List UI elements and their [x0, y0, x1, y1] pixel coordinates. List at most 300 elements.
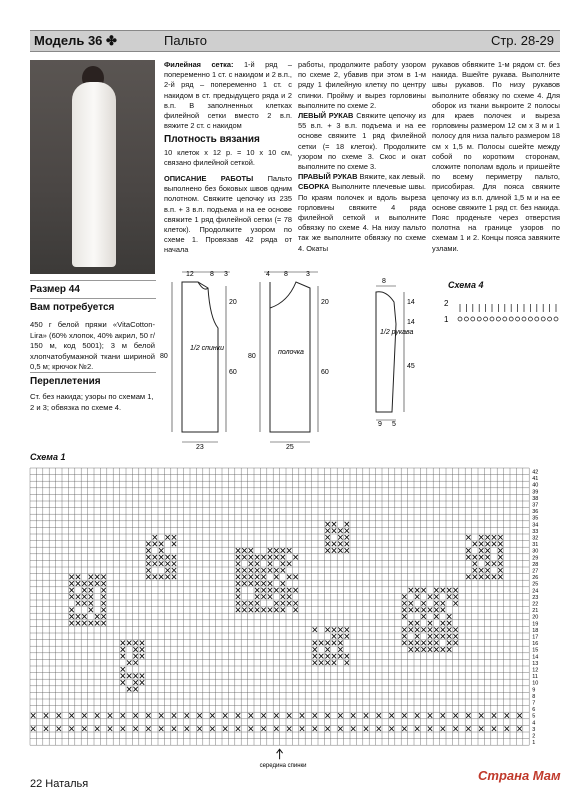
filled-cell	[121, 654, 125, 659]
filled-cell	[421, 608, 425, 613]
filled-cell	[249, 548, 253, 553]
row-number: 13	[532, 660, 539, 667]
filled-cell	[140, 680, 144, 685]
filled-cell	[447, 588, 451, 593]
filled-cell	[133, 687, 137, 692]
row-number: 10	[532, 680, 539, 687]
filled-cell	[332, 634, 336, 639]
row-number: 27	[532, 568, 539, 575]
grid-lines	[30, 468, 529, 745]
row-number: 40	[532, 482, 539, 489]
model-photo	[30, 60, 155, 274]
filled-cell	[146, 713, 150, 718]
chain-stitch-icon	[509, 317, 513, 321]
front-pattern	[260, 272, 318, 442]
filled-cell	[409, 627, 413, 632]
chain-stitch-icon	[535, 317, 539, 321]
filled-cell	[325, 713, 329, 718]
filled-cell	[447, 647, 451, 652]
filled-cell	[498, 542, 502, 547]
row-number: 28	[532, 561, 539, 568]
filled-cell	[165, 575, 169, 580]
filled-cell	[95, 581, 99, 586]
filled-cell	[236, 608, 240, 613]
filled-cell	[223, 713, 227, 718]
filled-cell	[441, 627, 445, 632]
row-number: 1	[532, 740, 536, 747]
filled-cell	[274, 575, 278, 580]
filled-cell	[325, 528, 329, 533]
filled-cell	[402, 641, 406, 646]
filled-cell	[153, 575, 157, 580]
filled-cell	[453, 588, 457, 593]
filled-cell	[101, 614, 105, 619]
filled-cell	[409, 601, 413, 606]
filled-cell	[268, 581, 272, 586]
schema4-diagram	[444, 292, 564, 332]
filled-cell	[159, 726, 163, 731]
filled-cell	[287, 548, 291, 553]
filled-cell	[338, 654, 342, 659]
filled-cell	[505, 726, 509, 731]
filled-cell	[415, 608, 419, 613]
work-text: Пальто выполнено без боковых швов одним полотном. Свяжите цепочку из 235 в.п. + 3 в.п. подъема и на ее основе свяжите 1 ряд филейной сетки (= 78 клеток). Продолжите узором по схеме 1. Провязав 42 ряда от начала	[164, 174, 292, 255]
filled-cell	[453, 601, 457, 606]
row-number: 22	[532, 601, 539, 608]
filled-cell	[485, 548, 489, 553]
filled-cell	[447, 614, 451, 619]
filled-cell	[313, 654, 317, 659]
filled-cell	[492, 726, 496, 731]
filled-cell	[479, 713, 483, 718]
filled-cell	[466, 575, 470, 580]
chain-stitch-icon	[541, 317, 545, 321]
filet-text: 1-й ряд – попеременно 1 ст. с накидом и 2 в.п., 2-й ряд – попеременно 1 ст. с накидом в ст. предыдущего ряда и 2 в.п. В заполненных клетках филейной сетки вместо 2 в.п. вяжите 2 ст. с накидом	[164, 60, 293, 131]
model-number: Модель 36 ✤	[34, 33, 117, 48]
filled-cell	[492, 575, 496, 580]
filled-cell	[261, 575, 265, 580]
filled-cell	[325, 542, 329, 547]
filled-cell	[345, 528, 349, 533]
filled-cell	[101, 575, 105, 580]
filled-cell	[172, 561, 176, 566]
filled-cell	[249, 555, 253, 560]
model-title: Пальто	[164, 33, 207, 48]
filled-cell	[345, 634, 349, 639]
chain-stitch-icon	[554, 317, 558, 321]
filled-cell	[57, 713, 61, 718]
filled-cell	[172, 535, 176, 540]
filled-cell	[121, 641, 125, 646]
filled-cell	[485, 568, 489, 573]
filled-cell	[389, 726, 393, 731]
filled-cell	[249, 561, 253, 566]
filled-cell	[133, 641, 137, 646]
filled-cell	[338, 647, 342, 652]
row-number: 20	[532, 614, 539, 621]
filled-cell	[133, 713, 137, 718]
filled-cell	[402, 713, 406, 718]
filled-cell	[255, 568, 259, 573]
right-sleeve-heading: ПРАВЫЙ РУКАВ	[298, 172, 358, 182]
filled-cell	[121, 713, 125, 718]
filled-cell	[242, 548, 246, 553]
filled-cell	[345, 660, 349, 665]
filled-cell	[466, 713, 470, 718]
right-sleeve-text: Вяжите, как левый.	[359, 172, 426, 182]
center-arrow-icon	[277, 749, 283, 759]
filled-cell	[338, 542, 342, 547]
front-dim-bottom: 25	[286, 444, 294, 451]
assembly-text: Выполните плечевые швы. По краям полочек и вдоль выреза горловины свяжите 4 ряда филейной сеткой и выполните обвязку по схеме 4. На низу пальто так же выполните обвязку по схеме 4. Окаты	[298, 182, 426, 253]
filled-cell	[268, 588, 272, 593]
filled-cell	[447, 594, 451, 599]
filled-cell	[281, 561, 285, 566]
chain-stitch-icon	[464, 317, 468, 321]
back-dim-left: 80	[160, 353, 168, 360]
filled-cell	[293, 555, 297, 560]
filled-cell	[498, 555, 502, 560]
filled-cell	[159, 575, 163, 580]
divider	[30, 372, 156, 373]
back-dim-bottom: 23	[196, 444, 204, 451]
filled-cell	[89, 594, 93, 599]
filled-cell	[146, 575, 150, 580]
filled-cell	[415, 621, 419, 626]
front-dim-top-1: 4	[266, 271, 270, 278]
filled-cell	[268, 594, 272, 599]
filled-cell	[428, 647, 432, 652]
filled-cell	[434, 588, 438, 593]
filled-cell	[466, 726, 470, 731]
filled-cell	[473, 561, 477, 566]
row-number: 32	[532, 535, 539, 542]
filled-cell	[153, 561, 157, 566]
row-number: 14	[532, 654, 539, 661]
filled-cell	[127, 687, 131, 692]
filled-cell	[172, 568, 176, 573]
filled-cell	[313, 660, 317, 665]
filled-cell	[441, 608, 445, 613]
filled-cell	[319, 654, 323, 659]
sleeve-dim-right-3: 45	[407, 363, 415, 370]
filled-cell	[441, 621, 445, 626]
filled-cell	[402, 608, 406, 613]
sleeve-dim-right-1: 14	[407, 299, 415, 306]
filled-cell	[415, 634, 419, 639]
filled-cell	[76, 614, 80, 619]
density-heading: Плотность вязания	[164, 134, 260, 146]
filled-cell	[281, 588, 285, 593]
filet-heading: Филейная сетка:	[164, 60, 234, 69]
row-number: 24	[532, 588, 539, 595]
front-dim-right-2: 60	[321, 369, 329, 376]
filled-cell	[351, 713, 355, 718]
sleeve-label: 1/2 рукава	[380, 329, 414, 336]
filled-cell	[159, 548, 163, 553]
filled-cell	[293, 575, 297, 580]
filled-cell	[101, 594, 105, 599]
filled-cell	[236, 581, 240, 586]
row-number: 38	[532, 495, 539, 502]
filled-cell	[428, 608, 432, 613]
filled-cell	[159, 561, 163, 566]
filled-cell	[249, 575, 253, 580]
filled-cell	[441, 647, 445, 652]
filled-cell	[172, 575, 176, 580]
filled-cell	[325, 535, 329, 540]
filled-cell	[428, 594, 432, 599]
filled-cell	[249, 581, 253, 586]
filled-cell	[332, 542, 336, 547]
back-dim-top-2: 8	[210, 271, 214, 278]
row-number: 30	[532, 548, 539, 555]
filled-cell	[242, 581, 246, 586]
filled-cell	[441, 588, 445, 593]
chain-stitch-icon	[548, 317, 552, 321]
filled-cell	[172, 713, 176, 718]
filled-cell	[428, 713, 432, 718]
filled-cell	[428, 634, 432, 639]
filled-cell	[332, 654, 336, 659]
filled-cell	[274, 568, 278, 573]
stitches-heading: Переплетения	[30, 376, 101, 387]
filled-cell	[434, 647, 438, 652]
filled-cell	[44, 726, 48, 731]
filled-cell	[505, 713, 509, 718]
filled-cell	[242, 575, 246, 580]
schema4-row-2: 2	[444, 299, 449, 308]
filled-cell	[140, 647, 144, 652]
row-number: 16	[532, 641, 539, 648]
filled-cell	[409, 641, 413, 646]
chain-stitch-icon	[490, 317, 494, 321]
filled-cell	[287, 726, 291, 731]
finishing-text: рукавов обвяжите 1-м рядом ст. без накида. Вшейте рукава. Выполните швы рукавов. По низу рукавов выполните обвязку по схеме 4. Для оборок из ткани выкроите 2 полосы для краев полочек и выреза горловины размером 12 см х 3 м и 1 полосу для низа пальто размером 18 см х 1,5 м. Полосы сшейте между собой по коротким сторонам, сложите пополам вдоль и пришейте по всему периметру пальто, присобирая. Для пояса свяжите цепочку из в.п. длиной 1,5 м и на ее основе свяжите 1 ряд ст. без накида. Пояс проденьте через отверстия полотна на границе узоров по схемам 1 и 2. Концы пояса завяжите узлами.	[432, 60, 560, 253]
filled-cell	[313, 713, 317, 718]
filled-cell	[261, 594, 265, 599]
row-number: 31	[532, 542, 539, 549]
row-number: 5	[532, 713, 536, 720]
filled-cell	[146, 726, 150, 731]
front-dim-top-2: 8	[284, 271, 288, 278]
chain-stitch-icon	[522, 317, 526, 321]
filled-cell	[441, 601, 445, 606]
materials-text: 450 г белой пряжи «VitaCotton-Lira» (60% хлопок, 40% акрил, 50 г/ 150 м, код 5001); 3 м белой хлопчатобумажной ткани шириной 0,5 м; крючок №2.	[30, 320, 155, 371]
filled-cell	[242, 601, 246, 606]
row-number: 12	[532, 667, 539, 674]
filled-cell	[345, 535, 349, 540]
filled-cell	[473, 555, 477, 560]
filled-cell	[159, 542, 163, 547]
filled-cell	[89, 575, 93, 580]
filled-cell	[325, 726, 329, 731]
filled-cell	[268, 561, 272, 566]
row-number: 11	[532, 674, 538, 681]
filled-cell	[82, 713, 86, 718]
filled-cell	[133, 726, 137, 731]
filled-cell	[82, 726, 86, 731]
filled-cell	[140, 674, 144, 679]
filled-cell	[255, 581, 259, 586]
filled-cell	[261, 726, 265, 731]
filled-cell	[69, 621, 73, 626]
continuation-text: работы, продолжите работу узором по схеме 2, убавив при этом в 1-м ряду 1 филейную клетку по центру спинки. Пройму и вырез горловины выполните по схеме 2.	[298, 60, 426, 110]
filled-cell	[377, 713, 381, 718]
front-dim-top-3: 3	[306, 271, 310, 278]
back-dim-right-2: 60	[229, 369, 237, 376]
filled-cell	[236, 601, 240, 606]
sleeve-dim-top: 8	[382, 278, 386, 285]
filled-cell	[434, 627, 438, 632]
work-heading: ОПИСАНИЕ РАБОТЫ	[164, 174, 254, 184]
filled-cell	[242, 568, 246, 573]
row-number: 34	[532, 522, 539, 529]
chain-stitch-icon	[496, 317, 500, 321]
stitches-text: Ст. без накида; узоры по схемам 1, 2 и 3; обвязка по схеме 4.	[30, 392, 154, 412]
filled-cell	[281, 608, 285, 613]
filled-cell	[159, 713, 163, 718]
filled-cell	[172, 726, 176, 731]
filled-cell	[293, 608, 297, 613]
filled-cell	[281, 601, 285, 606]
sleeve-dim-bottom-2: 5	[392, 421, 396, 428]
filled-cell	[255, 594, 259, 599]
filled-cell	[517, 726, 521, 731]
filled-cell	[255, 601, 259, 606]
filled-cell	[338, 634, 342, 639]
filled-cell	[409, 621, 413, 626]
filled-cell	[338, 713, 342, 718]
filled-cell	[44, 713, 48, 718]
filled-cell	[415, 594, 419, 599]
text-column-3	[432, 60, 560, 254]
filled-cell	[172, 555, 176, 560]
filled-cell	[313, 647, 317, 652]
filled-cell	[153, 542, 157, 547]
filled-cell	[261, 568, 265, 573]
filled-cell	[498, 548, 502, 553]
filled-cell	[101, 601, 105, 606]
row-number: 37	[532, 502, 539, 509]
filled-cell	[255, 561, 259, 566]
chain-stitch-icon	[477, 317, 481, 321]
page-footer: 22 Наталья	[30, 778, 89, 790]
chain-stitch-icon	[484, 317, 488, 321]
row-number: 35	[532, 515, 539, 522]
filled-cell	[338, 535, 342, 540]
filled-cell	[287, 713, 291, 718]
filled-cell	[332, 660, 336, 665]
filled-cell	[485, 542, 489, 547]
filled-cell	[82, 594, 86, 599]
filled-cell	[338, 528, 342, 533]
filled-cell	[69, 575, 73, 580]
filled-cell	[153, 535, 157, 540]
filled-cell	[236, 568, 240, 573]
filled-cell	[441, 713, 445, 718]
filled-cell	[434, 608, 438, 613]
filled-cell	[95, 621, 99, 626]
filled-cell	[300, 726, 304, 731]
filled-cell	[76, 601, 80, 606]
filled-cell	[236, 555, 240, 560]
filled-cell	[466, 555, 470, 560]
row-number: 21	[532, 608, 539, 615]
filled-cell	[492, 713, 496, 718]
filled-cell	[274, 726, 278, 731]
front-dim-right-1: 20	[321, 299, 329, 306]
filled-cell	[268, 548, 272, 553]
row-number: 39	[532, 489, 539, 496]
filled-cell	[69, 608, 73, 613]
divider	[30, 280, 156, 281]
filled-cell	[236, 561, 240, 566]
filled-cell	[133, 674, 137, 679]
filled-cell	[517, 713, 521, 718]
filled-cell	[146, 542, 150, 547]
filled-cell	[345, 548, 349, 553]
filled-cell	[332, 641, 336, 646]
filled-cell	[101, 608, 105, 613]
filled-cell	[428, 641, 432, 646]
filled-cell	[281, 548, 285, 553]
filled-cell	[82, 614, 86, 619]
filled-cell	[249, 601, 253, 606]
filled-cell	[261, 555, 265, 560]
filled-cell	[421, 647, 425, 652]
filled-cell	[421, 601, 425, 606]
filled-cell	[261, 608, 265, 613]
filled-cell	[108, 713, 112, 718]
row-number: 23	[532, 594, 539, 601]
filled-cell	[498, 535, 502, 540]
chain-stitch-icon	[528, 317, 532, 321]
filled-cell	[76, 581, 80, 586]
filled-cell	[466, 548, 470, 553]
filled-cell	[479, 575, 483, 580]
filled-cell	[421, 627, 425, 632]
filled-cell	[300, 713, 304, 718]
filled-cell	[479, 548, 483, 553]
filled-cell	[89, 621, 93, 626]
filled-cell	[165, 555, 169, 560]
filled-cell	[434, 634, 438, 639]
filled-cell	[479, 568, 483, 573]
filled-cell	[255, 555, 259, 560]
filled-cell	[261, 581, 265, 586]
materials-heading: Вам потребуется	[30, 302, 115, 313]
filled-cell	[409, 647, 413, 652]
filled-cell	[121, 680, 125, 685]
filled-cell	[332, 528, 336, 533]
filled-cell	[447, 641, 451, 646]
model-coat	[72, 82, 116, 267]
filled-cell	[325, 641, 329, 646]
back-dim-right-1: 20	[229, 299, 237, 306]
filled-cell	[421, 641, 425, 646]
schema4-row-1: 1	[444, 315, 449, 324]
filled-cell	[421, 588, 425, 593]
filled-cell	[402, 634, 406, 639]
filled-cell	[415, 627, 419, 632]
filled-cell	[453, 641, 457, 646]
filled-cell	[345, 522, 349, 527]
filled-cell	[287, 575, 291, 580]
filled-cell	[287, 588, 291, 593]
filled-cell	[255, 575, 259, 580]
filled-cell	[473, 568, 477, 573]
